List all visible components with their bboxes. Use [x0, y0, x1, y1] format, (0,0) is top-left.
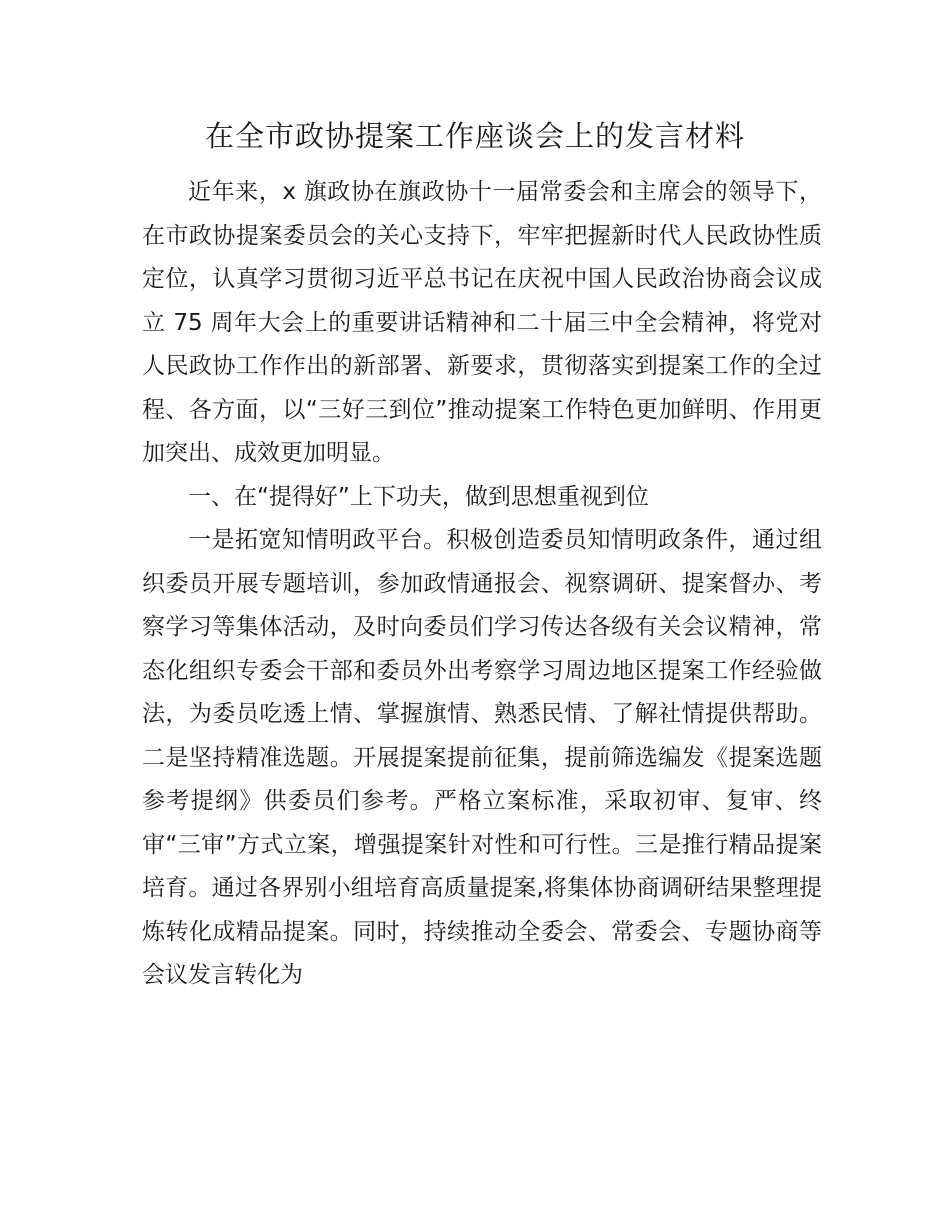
intro-paragraph: 近年来，x 旗政协在旗政协十一届常委会和主席会的领导下，在市政协提案委员会的关心支持下，牢牢把握新时代人民政协性质定位，认真学习贯彻习近平总书记在庆祝中国人民政治协商会议成立 75 周年大会上的重要讲话精神和二十届三中全会精神，将党对人民政协工作作出的新部署、新要求，贯彻落实到提案工作的全过程、各方面，以“三好三到位”推动提案工作特色更加鲜明、作用更加突出、成效更加明显。 — [142, 179, 822, 466]
document-title: 在全市政协提案工作座谈会上的发言材料 — [204, 119, 745, 153]
document-body — [142, 171, 822, 998]
section-heading: 一、在“提得好”上下功夫，做到思想重视到位 — [188, 483, 649, 510]
section-paragraph: 一是拓宽知情明政平台。积极创造委员知情明政条件，通过组织委员开展专题培训，参加政情通报会、视察调研、提案督办、考察学习等集体活动，及时向委员们学习传达各级有关会议精神，常态化组织专委会干部和委员外出考察学习周边地区提案工作经验做法，为委员吃透上情、掌握旗情、熟悉民情、了解社情提供帮助。二是坚持精准选题。开展提案提前征集，提前筛选编发《提案选题参考提纲》供委员们参考。严格立案标准，采取初审、复审、终审“三审”方式立案，增强提案针对性和可行性。三是推行精品提案培育。通过各界别小组培育高质量提案,将集体协商调研结果整理提炼转化成精品提案。同时，持续推动全委会、常委会、专题协商等会议发言转化为 — [142, 527, 822, 988]
